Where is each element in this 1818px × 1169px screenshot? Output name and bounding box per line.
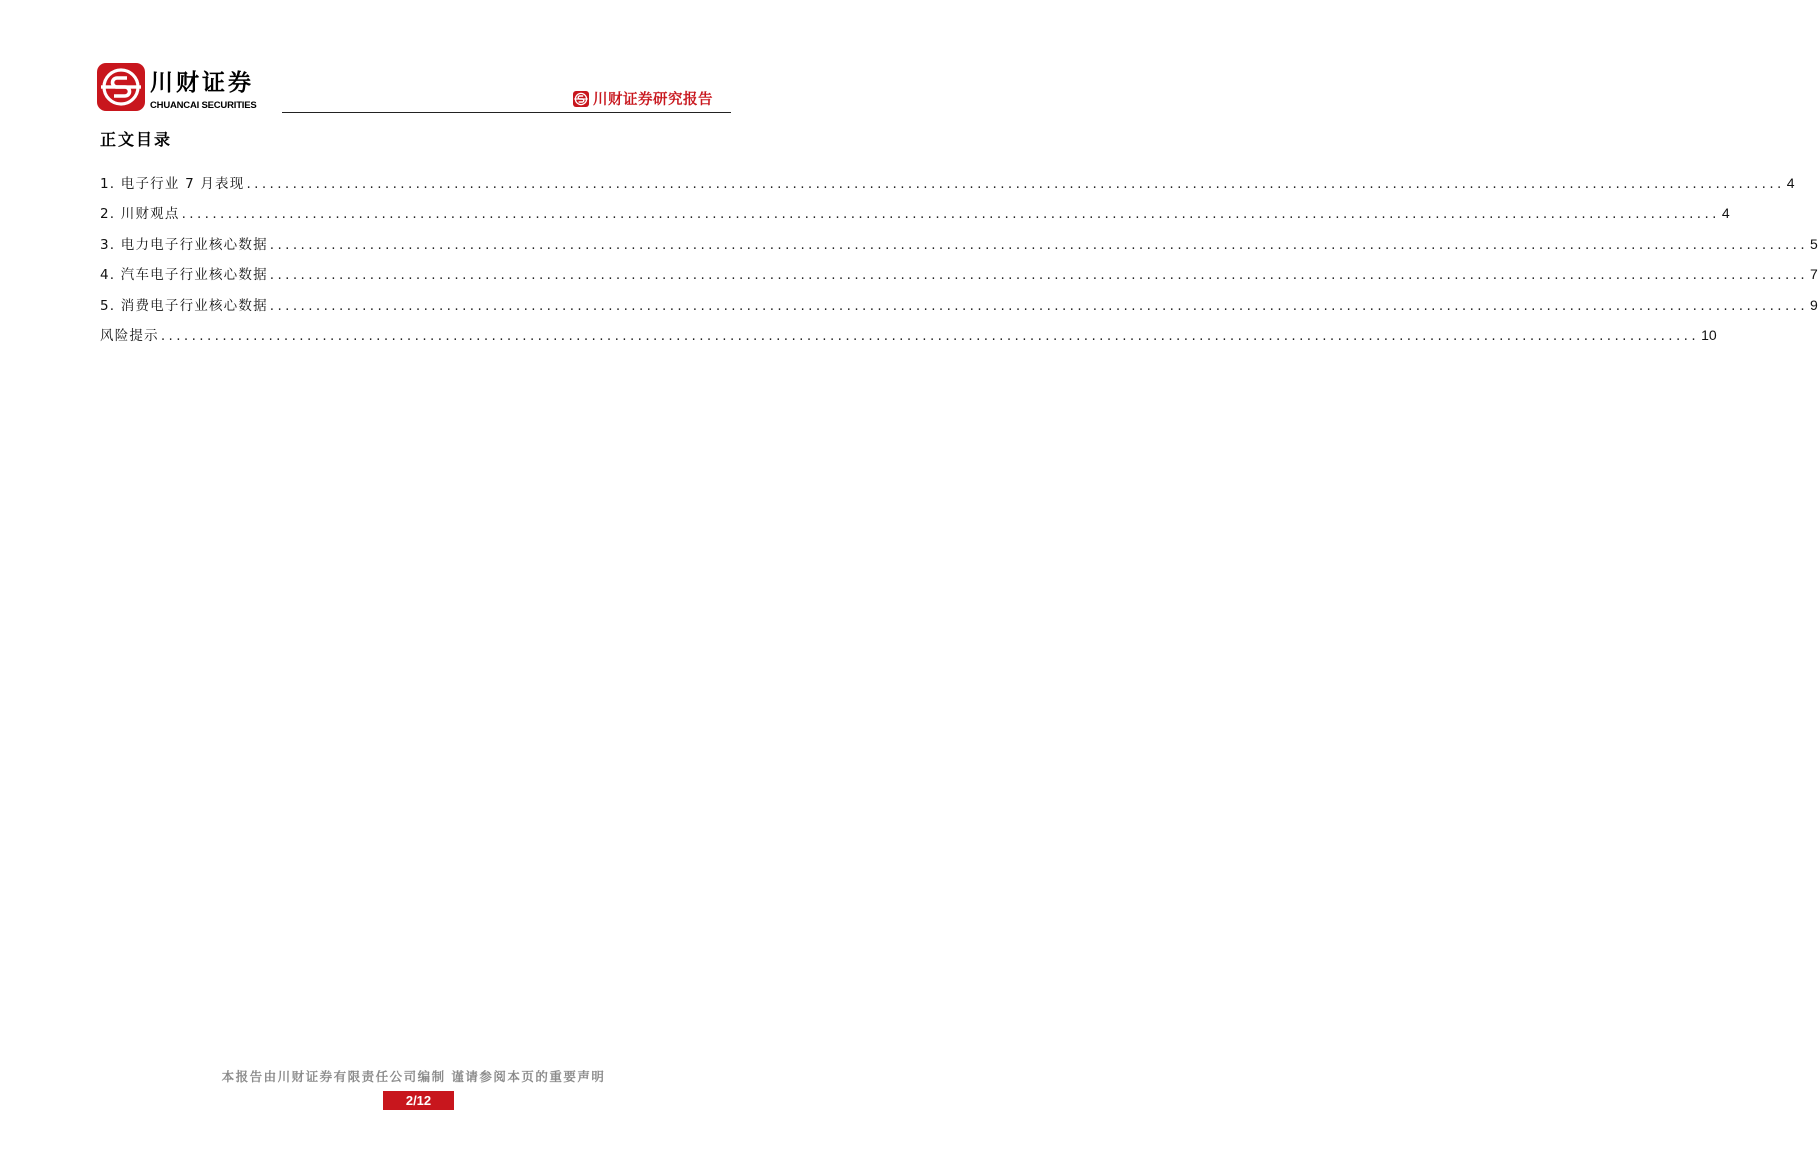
toc-list (100, 172, 1818, 354)
toc-leader-dots: ........................................................................................................................................................................................................ (160, 327, 1700, 344)
toc-entry-page: 4 (1721, 205, 1730, 222)
report-series-label: 川财证券研究报告 (593, 91, 713, 108)
toc-entry-label: 3. 电力电子行业核心数据 (100, 236, 268, 253)
toc-entry[interactable] (100, 172, 1795, 202)
toc-entry-label: 4. 汽车电子行业核心数据 (100, 267, 268, 284)
toc-entry[interactable] (100, 294, 1818, 324)
header-divider (282, 112, 731, 113)
toc-entry-label: 5. 消费电子行业核心数据 (100, 297, 268, 314)
toc-entry-page: 7 (1810, 266, 1818, 283)
toc-entry-page: 4 (1786, 175, 1795, 191)
toc-entry[interactable] (100, 202, 1730, 232)
toc-entry[interactable] (100, 324, 1717, 354)
toc-leader-dots: ........................................................................................................................................................................................................ (181, 206, 1720, 223)
page-header (0, 0, 827, 120)
toc-entry[interactable] (100, 263, 1818, 293)
toc-entry-page: 5 (1810, 235, 1818, 252)
toc-leader-dots: ........................................................................................................................................................................................................ (269, 236, 1809, 253)
brand-name-cn: 川财证券 (150, 70, 254, 96)
chuancai-logo-icon (97, 63, 145, 111)
toc-entry[interactable] (100, 233, 1818, 263)
toc-entry-label: 2. 川财观点 (100, 206, 180, 223)
toc-entry-page: 10 (1701, 326, 1717, 343)
toc-leader-dots: ........................................................................................................................................................................................................ (246, 176, 1785, 192)
footer-disclaimer: 本报告由川财证券有限责任公司编制 谨请参阅本页的重要声明 (221, 1069, 606, 1084)
toc-leader-dots: ........................................................................................................................................................................................................ (269, 267, 1809, 284)
toc-leader-dots: ........................................................................................................................................................................................................ (269, 297, 1809, 314)
toc-entry-label: 1. 电子行业 7 月表现 (100, 176, 245, 192)
page-number-badge: 2/12 (383, 1091, 454, 1110)
toc-entry-page: 9 (1810, 296, 1818, 313)
brand-name-en: CHUANCAI SECURITIES (150, 100, 257, 111)
toc-title: 正文目录 (100, 130, 173, 149)
chuancai-mini-logo-icon (573, 91, 589, 107)
toc-entry-label: 风险提示 (100, 327, 159, 344)
